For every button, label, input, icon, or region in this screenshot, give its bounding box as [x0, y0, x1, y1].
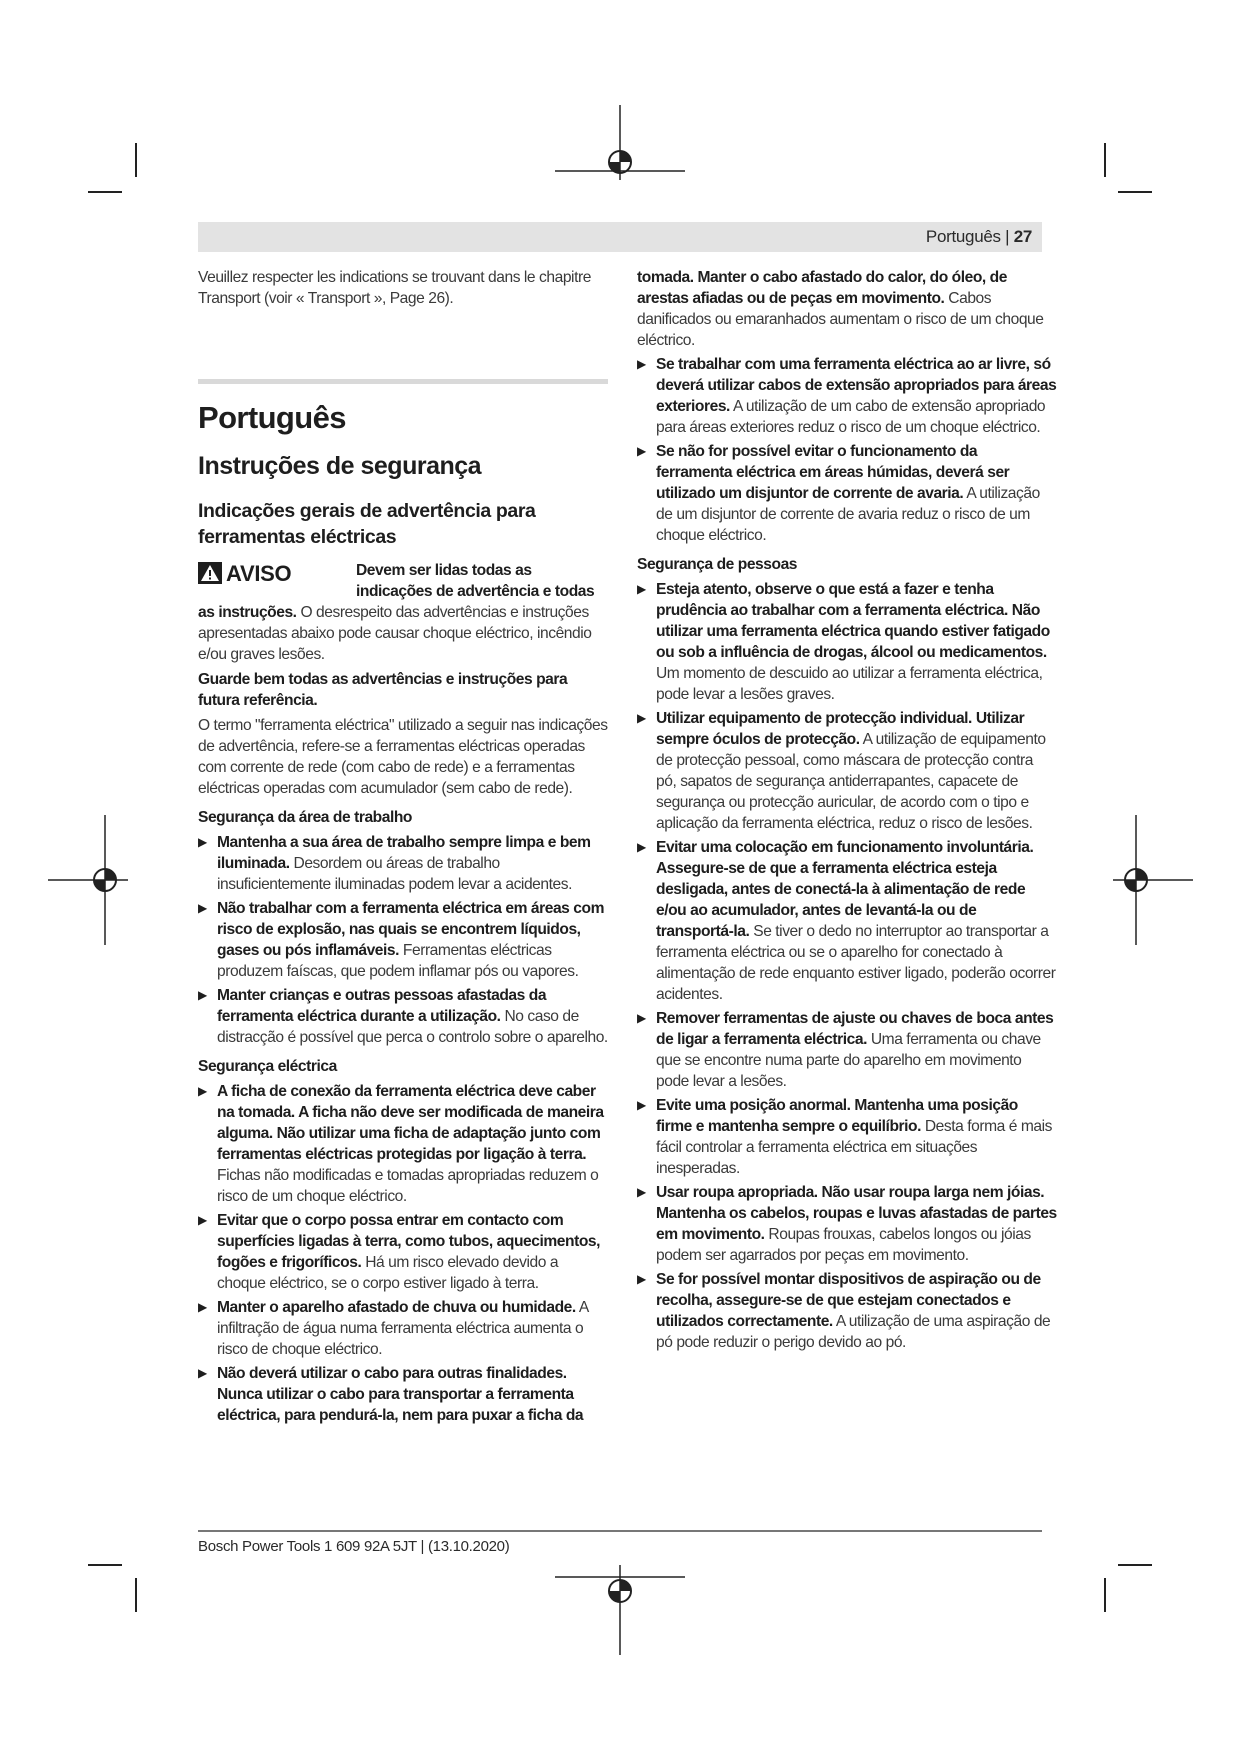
intro-paragraph-fr: Veuillez respecter les indications se trouvant dans le chapitre Transport (voir « Transport », Page 26).	[198, 269, 591, 307]
warning-block	[198, 560, 608, 602]
list-item: ▶ Evite uma posição anormal. Mantenha uma posição firme e mantenha sempre o equilíbrio. Desta forma é mais fácil controlar a ferramenta eléctrica em situações inesperadas.	[637, 1095, 1057, 1179]
warning-triangle-icon	[198, 562, 222, 584]
registration-mark-right	[1113, 815, 1193, 945]
registration-mark-left	[48, 815, 128, 945]
list-item: ▶ Não trabalhar com a ferramenta eléctrica em áreas com risco de explosão, nas quais se encontrem líquidos, gases ou pós inflamáveis. Ferramentas eléctricas produzem faíscas, que podem inflamar pós ou vapores.	[198, 898, 608, 982]
list-item: ▶ Mantenha a sua área de trabalho sempre limpa e bem iluminada. Desordem ou áreas de trabalho insuficientemente iluminadas podem levar a acidentes.	[198, 832, 608, 895]
warning-body	[198, 602, 608, 665]
list-item: ▶ Utilizar equipamento de protecção individual. Utilizar sempre óculos de protecção. A utilização de equipamento de protecção pessoal, como máscara de protecção contra pó, sapatos de segurança antiderrapantes, capacete de segurança ou protecção auricular, de acordo com o tipo e aplicação da ferramenta eléctrica, reduz o risco de lesões.	[637, 708, 1057, 834]
crop-mark	[1104, 143, 1106, 177]
warning-body-text: O desrespeito das advertências e instruções apresentadas abaixo pode causar choque eléctrico, incêndio e/ou graves lesões.	[198, 604, 592, 663]
list-item: ▶ Remover ferramentas de ajuste ou chaves de boca antes de ligar a ferramenta eléctrica. Uma ferramenta ou chave que se encontre numa parte do aparelho em movimento pode levar a lesões.	[637, 1008, 1057, 1092]
list-item: ▶ Evitar que o corpo possa entrar em contacto com superfícies ligadas à terra, como tubos, aquecimentos, fogões e frigoríficos. Há um risco elevado devido a choque eléctrico, se o corpo estiver ligado à terra.	[198, 1210, 608, 1294]
crop-mark	[135, 143, 137, 177]
footer-divider	[198, 1530, 1042, 1532]
page-number: 27	[1013, 227, 1032, 246]
crop-mark	[1104, 1578, 1106, 1612]
list-item: ▶ Se não for possível evitar o funcionamento da ferramenta eléctrica em áreas húmidas, deverá ser utilizado um disjuntor de corrente de avaria. A utilização de um disjuntor de corrente de avaria reduz o risco de um choque eléctrico.	[637, 441, 1057, 546]
warning-label-text: AVISO	[226, 560, 292, 586]
crop-mark	[1118, 1564, 1152, 1566]
work-area-title: Segurança da área de trabalho	[198, 809, 413, 826]
list-item: ▶ Não deverá utilizar o cabo para outras finalidades. Nunca utilizar o cabo para transportar a ferramenta eléctrica, para pendurá-la, nem para puxar a ficha da	[198, 1363, 608, 1426]
header-language: Português	[925, 227, 1001, 246]
list-item: ▶ A ficha de conexão da ferramenta eléctrica deve caber na tomada. A ficha não deve ser modificada de maneira alguma. Não utilizar uma ficha de adaptação junto com ferramentas eléctricas protegidas por ligação à terra. Fichas não modificadas e tomadas apropriadas reduzem o risco de um choque eléctrico.	[198, 1081, 608, 1207]
right-column	[637, 267, 1057, 1356]
list-item: ▶ Manter o aparelho afastado de chuva ou humidade. A infiltração de água numa ferramenta eléctrica aumenta o risco de choque eléctrico.	[198, 1297, 608, 1360]
persons-title: Segurança de pessoas	[637, 556, 798, 573]
list-item: ▶ Manter crianças e outras pessoas afastadas da ferramenta eléctrica durante a utilização. No caso de distracção é possível que perca o controlo sobre o aparelho.	[198, 985, 608, 1048]
electrical-list-cont	[637, 354, 1057, 546]
footer-text: Bosch Power Tools 1 609 92A 5JT | (13.10.2020)	[198, 1538, 510, 1555]
section-divider	[198, 379, 608, 384]
list-item: ▶ Se trabalhar com uma ferramenta eléctrica ao ar livre, só deverá utilizar cabos de extensão apropriados para áreas exteriores. A utilização de um cabo de extensão apropriado para áreas exteriores reduz o risco de um choque eléctrico.	[637, 354, 1057, 438]
left-column	[198, 267, 608, 1429]
language-title: Português	[198, 400, 346, 435]
term-definition: O termo "ferramenta eléctrica" utilizado a seguir nas indicações de advertência, refere-se a ferramentas eléctricas operadas com corrente de rede (com cabo de rede) e a ferramentas eléctricas operadas com acumulador (sem cabo de rede).	[198, 717, 608, 797]
subsection-title: Indicações gerais de advertência para ferramentas eléctricas	[198, 500, 536, 548]
header-text: Português | 27	[925, 227, 1032, 246]
crop-mark	[88, 1564, 122, 1566]
electrical-title: Segurança eléctrica	[198, 1058, 337, 1075]
crop-mark	[88, 191, 122, 193]
warning-heading-cont: as instruções.	[198, 604, 297, 621]
electrical-list	[198, 1081, 608, 1426]
list-item: ▶ Esteja atento, observe o que está a fazer e tenha prudência ao trabalhar com a ferramenta eléctrica. Não utilizar uma ferramenta eléctrica quando estiver fatigado ou sob a influência de drogas, álcool ou medicamentos. Um momento de descuido ao utilizar a ferramenta eléctrica, pode levar a lesões graves.	[637, 579, 1057, 705]
warning-label	[198, 562, 291, 584]
persons-list	[637, 579, 1057, 1353]
page-header	[198, 222, 1042, 252]
list-item: ▶ Evitar uma colocação em funcionamento involuntária. Assegure-se de que a ferramenta eléctrica esteja desligada, antes de conectá-la à alimentação de rede e/ou ao acumulador, antes de levantá-la ou de transportá-la. Se tiver o dedo no interruptor ao transportar a ferramenta eléctrica ou se o aparelho for conectado à alimentação de rede enquanto estiver ligado, poderão ocorrer acidentes.	[637, 837, 1057, 1005]
continued-item: tomada. Manter o cabo afastado do calor, do óleo, de arestas afiadas ou de peças em movimento. Cabos danificados ou emaranhados aumentam o risco de um choque eléctrico.	[637, 269, 1044, 349]
list-item: ▶ Se for possível montar dispositivos de aspiração ou de recolha, assegure-se de que estejam conectados e utilizados correctamente. A utilização de uma aspiração de pó pode reduzir o perigo devido ao pó.	[637, 1269, 1057, 1353]
work-area-list	[198, 832, 608, 1048]
list-item: ▶ Usar roupa apropriada. Não usar roupa larga nem jóias. Mantenha os cabelos, roupas e luvas afastadas de partes em movimento. Roupas frouxas, cabelos longos ou jóias podem ser agarrados por peças em movimento.	[637, 1182, 1057, 1266]
crop-mark	[1118, 191, 1152, 193]
registration-mark-bottom	[555, 1565, 685, 1665]
keep-instructions: Guarde bem todas as advertências e instruções para futura referência.	[198, 671, 568, 709]
registration-mark-top	[555, 105, 685, 210]
section-title: Instruções de segurança	[198, 452, 482, 480]
crop-mark	[135, 1578, 137, 1612]
warning-heading: Devem ser lidas todas as indicações de advertência e todas	[356, 562, 595, 600]
